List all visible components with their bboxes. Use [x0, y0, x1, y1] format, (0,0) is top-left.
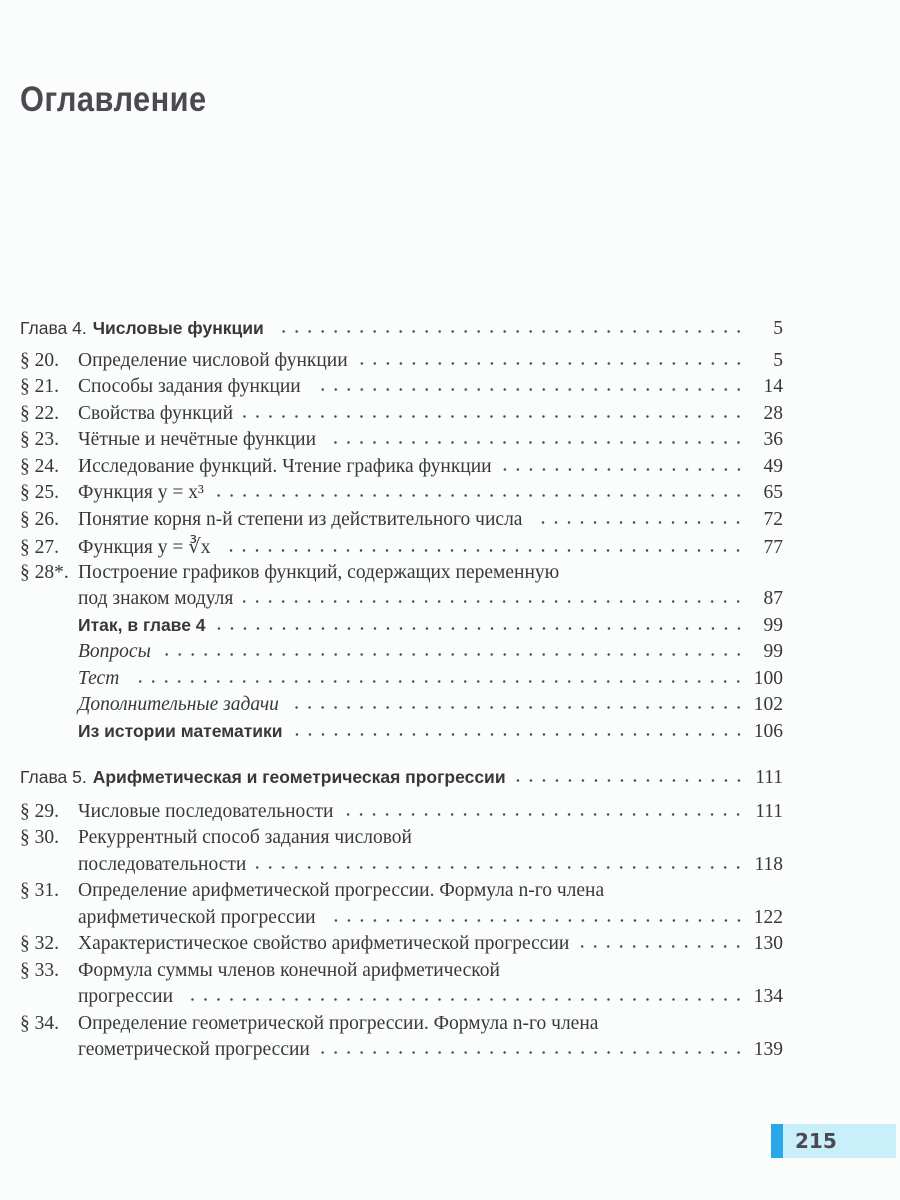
dot-leader — [243, 590, 745, 604]
page-number: 215 — [795, 1129, 837, 1153]
section-number: § 30. — [20, 827, 59, 848]
dot-leader — [220, 539, 745, 553]
toc-entry — [20, 854, 783, 881]
page-number-tab — [771, 1124, 896, 1158]
page-ref: 49 — [763, 455, 783, 477]
entry-title: Тест — [78, 667, 120, 689]
dot-leader — [274, 320, 745, 334]
entry-title: Определение арифметической прогрессии. Формула n-го члена — [78, 880, 605, 901]
chapter-number: Глава 5. — [20, 767, 87, 787]
page-ref: 99 — [763, 614, 783, 636]
toc-entry — [20, 668, 783, 695]
page-ref: 36 — [763, 429, 783, 450]
entry-title: Рекуррентный способ задания числовой — [78, 827, 412, 848]
dot-leader — [183, 988, 745, 1002]
toc-entry — [20, 588, 783, 615]
page-number-accent-bar — [771, 1124, 783, 1158]
page-ref: 14 — [763, 376, 783, 397]
section-number: § 22. — [20, 402, 59, 424]
section-number: § 21. — [20, 376, 59, 397]
chapter-entry — [20, 318, 783, 345]
page-ref: 118 — [754, 853, 783, 875]
section-number: § 34. — [20, 1012, 59, 1034]
entry-title: Понятие корня n-й степени из действительного числа — [78, 508, 523, 530]
page-ref: 5 — [773, 349, 783, 371]
table-of-contents — [20, 318, 783, 1066]
page-ref: 102 — [753, 694, 783, 715]
entry-title: Способы задания функции — [78, 376, 301, 397]
toc-entry — [20, 986, 783, 1013]
dot-leader — [579, 935, 745, 949]
page-ref: 134 — [753, 986, 783, 1007]
dot-leader — [293, 723, 745, 737]
entry-title: Характеристическое свойство арифметической прогрессии — [78, 933, 570, 954]
section-number: § 26. — [20, 508, 59, 530]
dot-leader — [326, 909, 745, 923]
dot-leader — [532, 511, 745, 525]
dot-leader — [129, 670, 745, 684]
entry-title: Из истории математики — [78, 720, 283, 741]
toc-entry — [20, 376, 783, 403]
entry-title: Дополнительные задачи — [78, 694, 279, 715]
entry-title: Вопросы — [78, 641, 151, 662]
toc-entry — [20, 403, 783, 430]
toc-entry — [20, 429, 783, 456]
entry-title: Числовые последовательности — [78, 800, 334, 822]
section-number: § 31. — [20, 880, 59, 901]
entry-title: прогрессии — [78, 986, 174, 1007]
dot-leader — [214, 484, 745, 498]
toc-entry — [20, 562, 783, 589]
dot-leader — [243, 405, 745, 419]
chapter-number: Глава 4. — [20, 318, 87, 338]
page-ref: 130 — [753, 933, 783, 954]
page-ref: 122 — [753, 906, 783, 928]
page-ref: 77 — [763, 537, 783, 558]
page-ref: 100 — [753, 667, 783, 689]
chapter-title: Арифметическая и геометрическая прогрессии — [92, 767, 506, 787]
chapter-entry — [20, 767, 783, 794]
section-number: § 20. — [20, 349, 59, 371]
entry-title: Формула суммы членов конечной арифметической — [78, 959, 500, 981]
section-number: § 32. — [20, 933, 59, 954]
page-title: Оглавление — [20, 80, 207, 119]
entry-title: Итак, в главе 4 — [78, 614, 206, 635]
page-ref: 5 — [773, 318, 783, 339]
entry-title: Определение числовой функции — [78, 349, 348, 371]
section-number: § 25. — [20, 482, 59, 503]
toc-entry — [20, 827, 783, 854]
toc-entry — [20, 482, 783, 509]
toc-entry — [20, 641, 783, 668]
entry-title: Построение графиков функций, содержащих переменную — [78, 561, 560, 583]
entry-title: Функция y = ∛x — [78, 537, 211, 558]
toc-entry — [20, 694, 783, 721]
dot-leader — [516, 769, 745, 783]
toc-entry — [20, 721, 783, 748]
page-ref: 28 — [763, 402, 783, 424]
page-ref: 106 — [753, 720, 783, 742]
section-number: § 23. — [20, 429, 59, 450]
page-ref: 72 — [763, 508, 783, 530]
dot-leader — [216, 617, 745, 631]
toc-entry — [20, 509, 783, 536]
entry-title: Исследование функций. Чтение графика функции — [78, 455, 492, 477]
page-ref: 99 — [763, 641, 783, 662]
section-number: § 27. — [20, 537, 59, 558]
dot-leader — [326, 431, 745, 445]
dot-leader — [289, 696, 745, 710]
section-number: § 24. — [20, 455, 59, 477]
page-ref: 111 — [755, 800, 783, 822]
page-ref: 111 — [755, 767, 783, 788]
dot-leader — [161, 643, 745, 657]
entry-title: под знаком модуля — [78, 588, 234, 609]
entry-title: Чётные и нечётные функции — [78, 429, 316, 450]
toc-entry — [20, 456, 783, 483]
dot-leader — [311, 378, 745, 392]
toc-entry — [20, 535, 783, 562]
toc-entry — [20, 350, 783, 377]
toc-entry — [20, 1039, 783, 1066]
entry-title: геометрической прогрессии — [78, 1039, 310, 1060]
page-ref: 65 — [763, 482, 783, 503]
section-number: § 29. — [20, 800, 59, 822]
entry-title: последовательности — [78, 853, 247, 875]
toc-entry — [20, 1013, 783, 1040]
toc-entry — [20, 880, 783, 907]
dot-leader — [502, 458, 745, 472]
dot-leader — [256, 856, 745, 870]
page-ref: 87 — [763, 588, 783, 609]
toc-entry — [20, 933, 783, 960]
toc-entry — [20, 801, 783, 828]
toc-entry — [20, 960, 783, 987]
entry-title: Определение геометрической прогрессии. Формула n-го члена — [78, 1012, 599, 1034]
dot-leader — [343, 803, 745, 817]
section-number: § 28*. — [20, 561, 69, 583]
entry-title: Функция y = x³ — [78, 482, 204, 503]
dot-leader — [358, 352, 745, 366]
dot-leader — [320, 1041, 745, 1055]
entry-title: Свойства функций — [78, 402, 234, 424]
chapter-title: Числовые функции — [92, 318, 264, 338]
page-ref: 139 — [753, 1039, 783, 1060]
toc-entry — [20, 907, 783, 934]
toc-entry — [20, 615, 783, 642]
section-number: § 33. — [20, 959, 59, 981]
entry-title: арифметической прогрессии — [78, 906, 316, 928]
